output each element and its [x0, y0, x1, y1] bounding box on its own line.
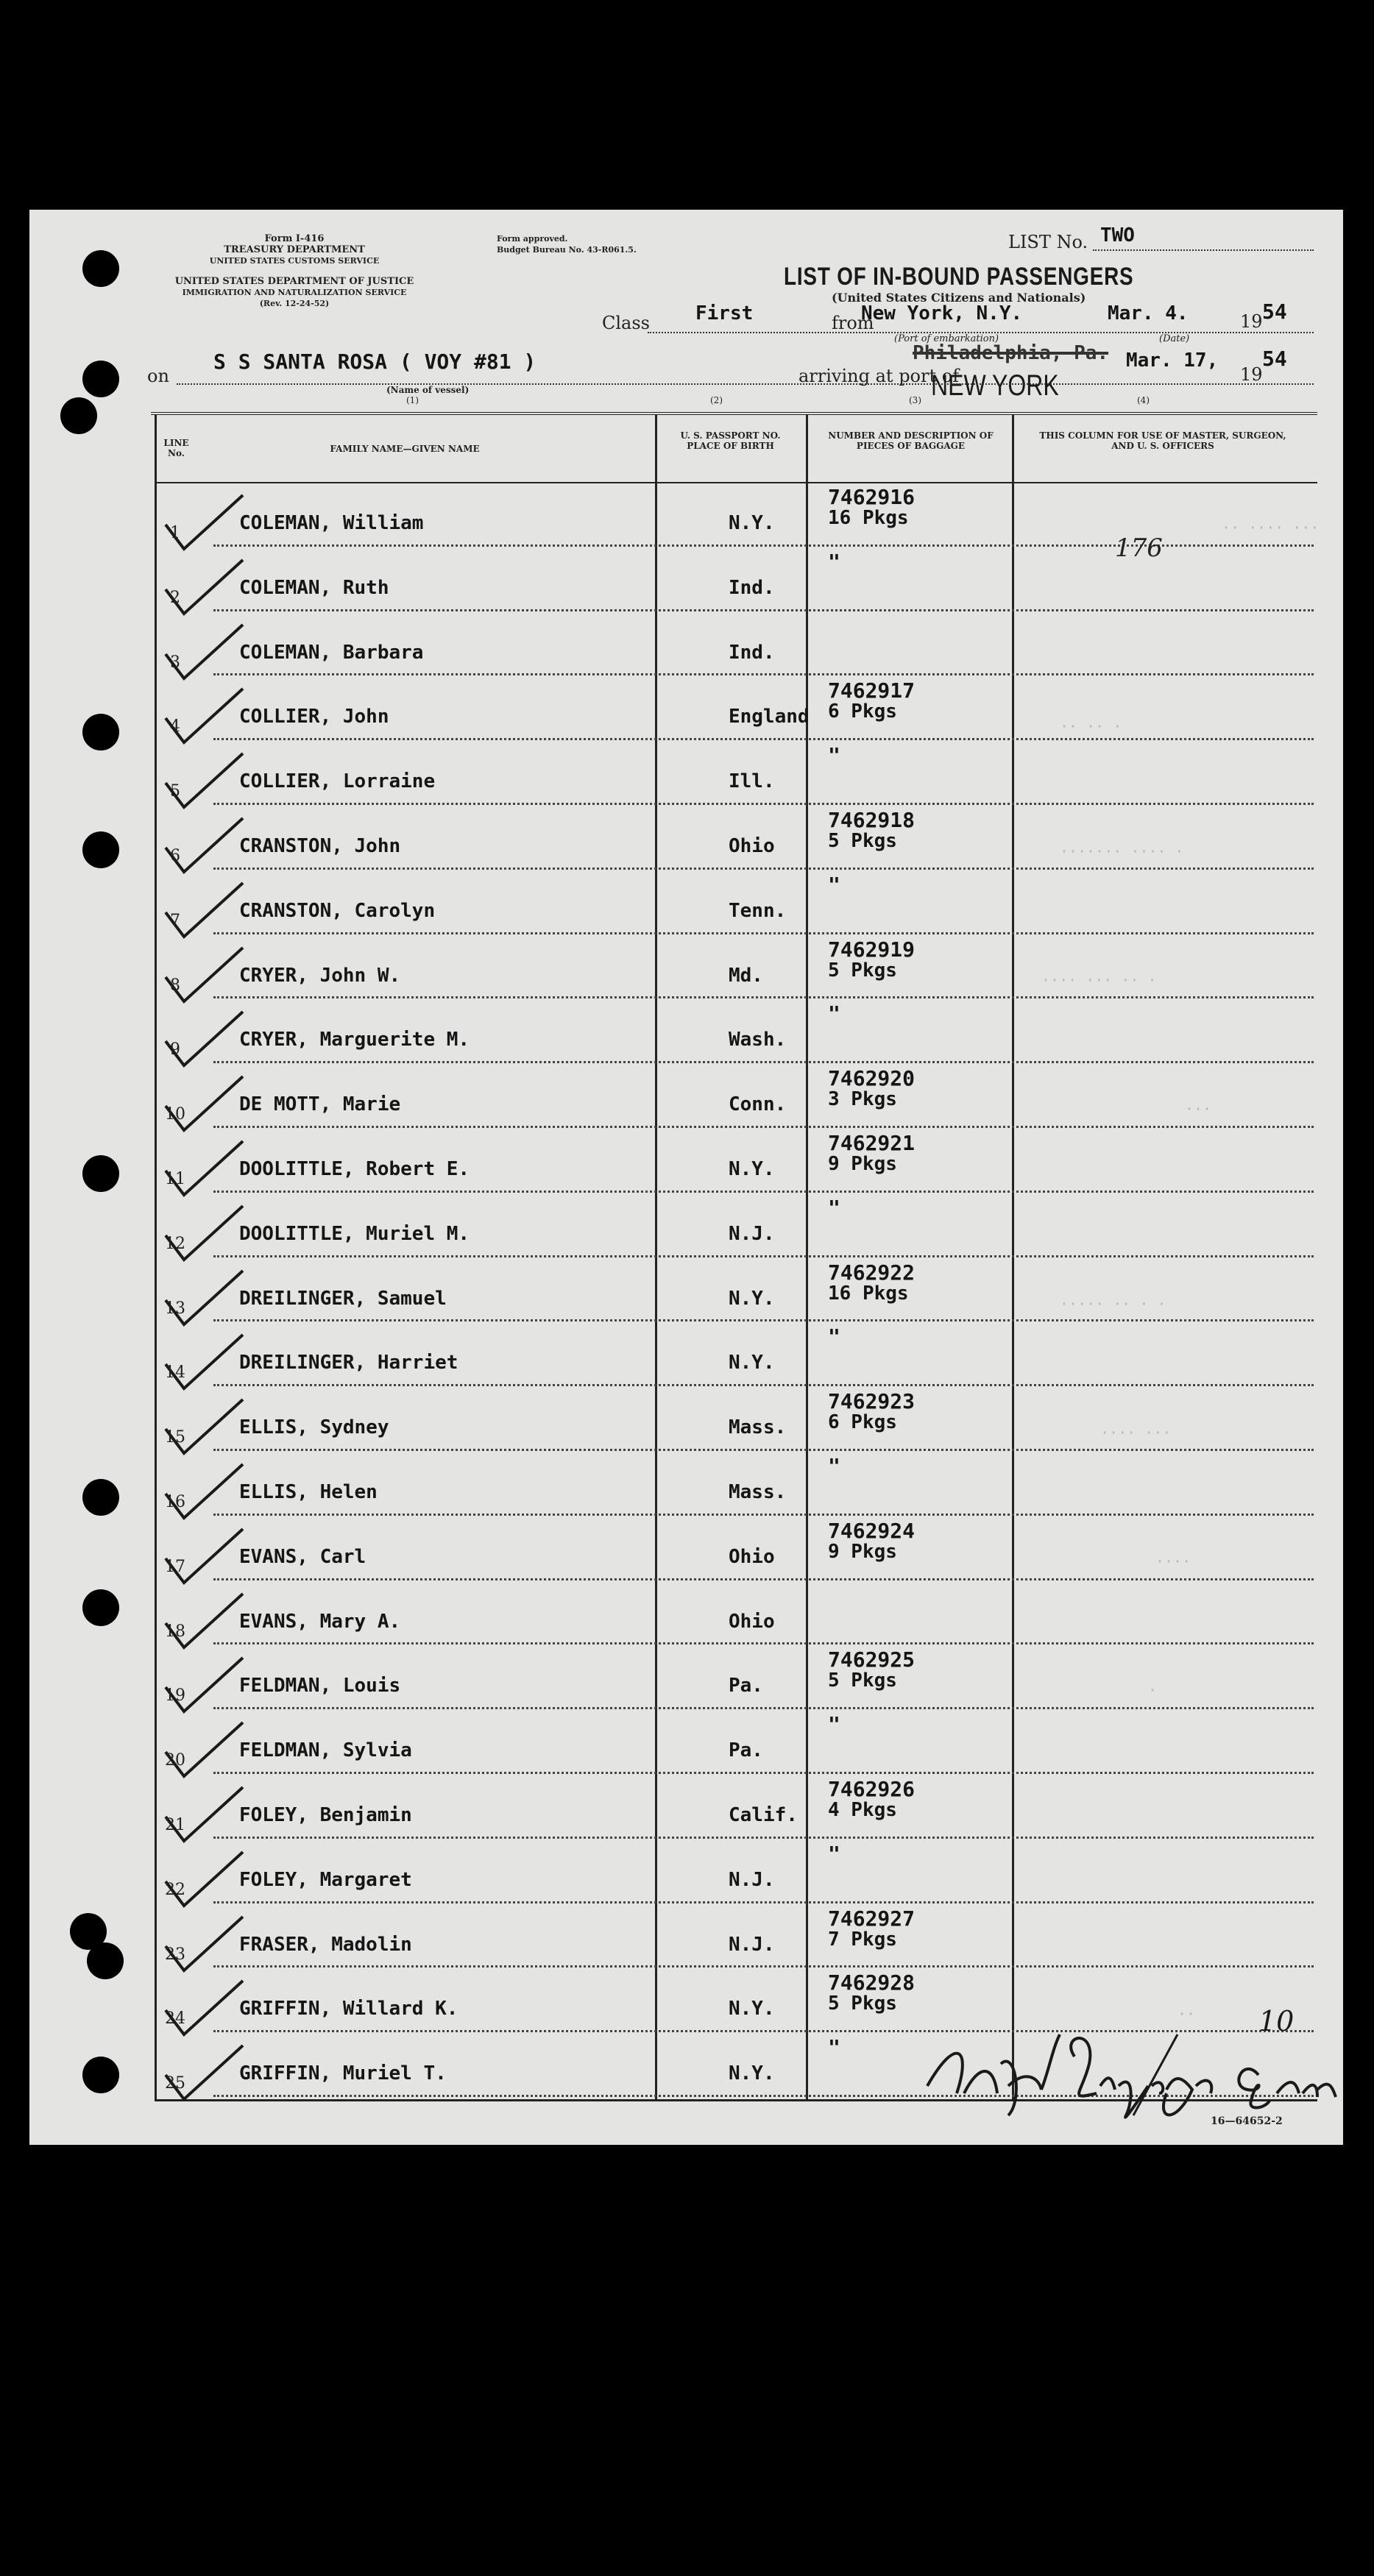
- arrival-stamp: NEW YORK: [931, 369, 1059, 402]
- date-caption: (Date): [1159, 333, 1190, 344]
- baggage-number: 7462922: [828, 1260, 916, 1285]
- row1-note: 176: [1115, 533, 1163, 563]
- passenger-name: CRYER, John W.: [239, 964, 401, 987]
- from-value: New York, N.Y.: [861, 302, 1023, 324]
- passenger-name: EVANS, Mary A.: [239, 1610, 401, 1633]
- place-of-birth: England: [729, 706, 810, 728]
- signature-text: [949, 2079, 1013, 2087]
- vessel-name: S S SANTA ROSA ( VOY #81 ): [213, 350, 537, 374]
- passenger-name: FELDMAN, Sylvia: [239, 1739, 412, 1762]
- line-number: 6: [170, 847, 180, 865]
- line-number: 17: [165, 1557, 185, 1576]
- line-number: 12: [165, 1234, 185, 1253]
- baggage-pieces: 9 Pkgs: [828, 1540, 897, 1563]
- cap-4: (4): [1137, 395, 1150, 405]
- form-number: Form I-416: [264, 233, 325, 244]
- line-number: 24: [165, 2009, 185, 2029]
- baggage-number: 7462927: [828, 1906, 916, 1931]
- passenger-name: GRIFFIN, Muriel T.: [239, 2062, 447, 2085]
- baggage-number: 7462925: [828, 1647, 916, 1672]
- punch-hole: [87, 1942, 124, 1979]
- table-left-border: [155, 414, 157, 2101]
- place-of-birth: N.J.: [729, 1868, 775, 1891]
- row-rule: [213, 1255, 1314, 1257]
- list-no-underline: [1093, 249, 1314, 251]
- baggage-pieces: 16 Pkgs: [828, 1282, 909, 1305]
- line-number: 16: [165, 1493, 185, 1511]
- page-subtitle: (United States Citizens and Nationals): [832, 291, 1086, 305]
- row-rule: [213, 996, 1314, 998]
- passenger-name: EVANS, Carl: [239, 1545, 366, 1568]
- place-of-birth: Tenn.: [729, 899, 787, 922]
- faint-mark: ···· ··· ·· ·: [1041, 971, 1157, 989]
- signature-time: 10: [1258, 2005, 1295, 2037]
- manifest-page: [29, 210, 1343, 2145]
- faint-mark: ······· ···· ·: [1060, 842, 1184, 860]
- line-number: 23: [165, 1945, 185, 1964]
- col-head-baggage: NUMBER AND DESCRIPTION OF PIECES OF BAGGAGE: [828, 430, 994, 451]
- faint-mark: ····· ·· · ·: [1060, 1295, 1166, 1313]
- row-rule: [213, 1578, 1314, 1580]
- baggage-pieces: 16 Pkgs: [828, 507, 909, 529]
- row-rule: [213, 1901, 1314, 1903]
- place-of-birth: Wash.: [729, 1029, 787, 1051]
- line-number: 18: [165, 1622, 185, 1641]
- passenger-name: DOOLITTLE, Robert E.: [239, 1158, 470, 1180]
- arrival-year: 54: [1262, 347, 1287, 371]
- form-approved: Form approved.: [497, 234, 568, 244]
- passenger-name: COLLIER, Lorraine: [239, 770, 436, 793]
- line-number: 4: [170, 717, 180, 737]
- place-of-birth: N.Y.: [729, 2062, 775, 2085]
- baggage-pieces: 6 Pkgs: [828, 1411, 897, 1434]
- place-of-birth: N.Y.: [729, 1158, 775, 1180]
- page-title: LIST OF IN-BOUND PASSENGERS: [784, 263, 1134, 291]
- passenger-name: DREILINGER, Harriet: [239, 1352, 458, 1374]
- year-prefix: 19: [1240, 311, 1263, 332]
- baggage-number: ": [828, 1454, 840, 1478]
- punch-hole: [60, 397, 97, 434]
- from-label: from: [832, 313, 874, 333]
- baggage-number: 7462924: [828, 1518, 916, 1543]
- line-number: 7: [170, 911, 180, 930]
- faint-mark: ··: [1178, 2005, 1196, 2023]
- passenger-name: ELLIS, Helen: [239, 1481, 378, 1503]
- line-number: 21: [165, 1816, 185, 1834]
- row-rule: [213, 1319, 1314, 1321]
- place-of-birth: Md.: [729, 964, 763, 987]
- baggage-number: ": [828, 872, 840, 897]
- baggage-pieces: 4 Pkgs: [828, 1799, 897, 1821]
- baggage-pieces: 7 Pkgs: [828, 1928, 897, 1951]
- vessel-caption: (Name of vessel): [386, 385, 470, 395]
- baggage-number: 7462917: [828, 678, 916, 703]
- list-no-label: LIST No.: [1008, 232, 1088, 252]
- row-rule: [213, 673, 1314, 675]
- faint-mark: ·· ·· ·: [1060, 717, 1122, 735]
- line-number: 14: [165, 1363, 185, 1383]
- line-number: 25: [165, 2074, 185, 2093]
- baggage-pieces: 3 Pkgs: [828, 1088, 897, 1111]
- punch-hole: [82, 1479, 119, 1516]
- cap-3: (3): [909, 395, 921, 405]
- place-of-birth: Ind.: [729, 576, 775, 599]
- row-rule: [213, 867, 1314, 870]
- line-number: 8: [170, 976, 180, 995]
- arriving-label: arriving at port of: [798, 366, 960, 386]
- row-rule: [213, 738, 1314, 740]
- row-rule: [213, 609, 1314, 611]
- punch-hole: [82, 2057, 119, 2093]
- baggage-pieces: 5 Pkgs: [828, 830, 897, 852]
- baggage-number: ": [828, 1324, 840, 1349]
- faint-mark: ···: [1185, 1100, 1212, 1118]
- dept-customs: UNITED STATES CUSTOMS SERVICE: [209, 256, 380, 266]
- baggage-number: ": [828, 743, 840, 768]
- passenger-name: DREILINGER, Samuel: [239, 1287, 447, 1310]
- footer-code: 16—64652-2: [1211, 2115, 1283, 2127]
- place-of-birth: N.Y.: [729, 512, 775, 534]
- place-of-birth: N.Y.: [729, 1352, 775, 1374]
- line-number: 5: [170, 782, 180, 801]
- passenger-name: FOLEY, Benjamin: [239, 1804, 412, 1826]
- col-divider: [655, 414, 657, 2101]
- line-number: 19: [165, 1686, 185, 1706]
- baggage-number: 7462918: [828, 808, 916, 832]
- arrival-port-struck: Philadelphia, Pa.: [913, 342, 1109, 364]
- passenger-name: ELLIS, Sydney: [239, 1416, 389, 1439]
- depart-date: Mar. 4.: [1108, 302, 1189, 324]
- place-of-birth: Ohio: [729, 1545, 775, 1568]
- faint-mark: ·· ···· ···: [1222, 519, 1320, 536]
- col-divider: [1012, 414, 1014, 2101]
- row-rule: [213, 1837, 1314, 1839]
- punch-hole: [82, 1589, 119, 1626]
- place-of-birth: Ohio: [729, 835, 775, 857]
- passenger-name: CRANSTON, Carolyn: [239, 899, 436, 922]
- row-rule: [213, 1061, 1314, 1063]
- place-of-birth: Pa.: [729, 1675, 763, 1697]
- punch-hole: [82, 714, 119, 751]
- place-of-birth: Ill.: [729, 770, 775, 793]
- baggage-pieces: 9 Pkgs: [828, 1153, 897, 1175]
- punch-hole: [82, 831, 119, 868]
- cap-2: (2): [710, 395, 723, 405]
- place-of-birth: N.Y.: [729, 1998, 775, 2020]
- place-of-birth: Conn.: [729, 1093, 787, 1116]
- passenger-name: DE MOTT, Marie: [239, 1093, 401, 1116]
- form-revision: (Rev. 12-24-52): [259, 299, 330, 308]
- list-no-value: TWO: [1100, 224, 1135, 246]
- cap-1: (1): [406, 395, 419, 405]
- punch-hole: [82, 1155, 119, 1192]
- row-rule: [213, 1707, 1314, 1709]
- place-of-birth: N.Y.: [729, 1287, 775, 1310]
- col-divider: [806, 414, 808, 2101]
- place-of-birth: Calif.: [729, 1804, 798, 1826]
- arrival-date: Mar. 17,: [1126, 350, 1219, 372]
- line-number: 20: [165, 1751, 185, 1770]
- baggage-number: ": [828, 1001, 840, 1026]
- faint-mark: ·: [1148, 1681, 1158, 1699]
- passenger-name: COLLIER, John: [239, 706, 389, 728]
- class-label: Class: [602, 313, 650, 333]
- row-rule: [213, 1642, 1314, 1644]
- header-bottom-rule: [155, 482, 1317, 483]
- vessel-underline: [177, 383, 1314, 385]
- place-of-birth: Mass.: [729, 1481, 787, 1503]
- baggage-number: ": [828, 1195, 840, 1220]
- place-of-birth: Mass.: [729, 1416, 787, 1439]
- col-head-name: FAMILY NAME—GIVEN NAME: [330, 444, 480, 454]
- faint-mark: ···· ···: [1100, 1424, 1172, 1441]
- baggage-number: ": [828, 549, 840, 574]
- passenger-name: FELDMAN, Louis: [239, 1675, 401, 1697]
- year-value: 54: [1262, 299, 1287, 324]
- passenger-name: FOLEY, Margaret: [239, 1868, 412, 1891]
- passenger-name: COLEMAN, Ruth: [239, 576, 389, 599]
- line-number: 13: [165, 1299, 185, 1318]
- baggage-number: ": [828, 1712, 840, 1737]
- row-rule: [213, 932, 1314, 934]
- baggage-pieces: 6 Pkgs: [828, 700, 897, 723]
- row-rule: [213, 1514, 1314, 1516]
- passenger-name: GRIFFIN, Willard K.: [239, 1998, 458, 2020]
- baggage-number: 7462919: [828, 937, 916, 962]
- col-head-passport: U. S. PASSPORT NO. PLACE OF BIRTH: [680, 430, 781, 451]
- line-number: 10: [165, 1105, 185, 1124]
- arrival-year-prefix: 19: [1240, 364, 1263, 385]
- baggage-number: 7462926: [828, 1777, 916, 1801]
- class-value: First: [695, 302, 754, 324]
- baggage-number: 7462921: [828, 1131, 916, 1155]
- passenger-name: COLEMAN, William: [239, 512, 424, 534]
- baggage-number: ": [828, 2035, 840, 2060]
- place-of-birth: Ohio: [729, 1610, 775, 1633]
- line-number: 11: [165, 1170, 185, 1188]
- faint-mark: ····: [1155, 1553, 1191, 1570]
- col-head-officers: THIS COLUMN FOR USE OF MASTER, SURGEON, AND U. S. OFFICERS: [1039, 430, 1286, 451]
- line-number: 22: [165, 1880, 185, 1899]
- row-rule: [213, 1191, 1314, 1193]
- baggage-number: 7462923: [828, 1389, 916, 1414]
- passenger-name: COLEMAN, Barbara: [239, 641, 424, 664]
- place-of-birth: Pa.: [729, 1739, 763, 1762]
- baggage-number: 7462916: [828, 485, 916, 509]
- place-of-birth: Ind.: [729, 641, 775, 664]
- baggage-number: 7462920: [828, 1066, 916, 1091]
- line-number: 15: [165, 1428, 185, 1447]
- punch-hole: [82, 361, 119, 397]
- line-number: 3: [170, 653, 180, 672]
- baggage-pieces: 5 Pkgs: [828, 1993, 897, 2015]
- punch-hole: [82, 250, 119, 287]
- baggage-pieces: 5 Pkgs: [828, 1670, 897, 1692]
- dept-immigration: IMMIGRATION AND NATURALIZATION SERVICE: [182, 288, 407, 297]
- row-rule: [213, 1449, 1314, 1451]
- table-top-rule: [151, 412, 1317, 415]
- row-rule: [213, 1384, 1314, 1386]
- dept-treasury: TREASURY DEPARTMENT: [224, 244, 365, 255]
- line-number: 2: [170, 588, 180, 607]
- row-rule: [213, 803, 1314, 805]
- passenger-name: CRANSTON, John: [239, 835, 401, 857]
- row-rule: [213, 1965, 1314, 1968]
- baggage-number: ": [828, 1841, 840, 1866]
- baggage-pieces: 5 Pkgs: [828, 959, 897, 982]
- budget-bureau: Budget Bureau No. 43-R061.5.: [497, 245, 637, 255]
- place-of-birth: N.J.: [729, 1933, 775, 1956]
- row-rule: [213, 1126, 1314, 1128]
- baggage-number: 7462928: [828, 1970, 916, 1995]
- on-label: on: [147, 366, 169, 386]
- passenger-name: FRASER, Madolin: [239, 1933, 412, 1956]
- line-number: 9: [170, 1040, 180, 1060]
- passenger-name: DOOLITTLE, Muriel M.: [239, 1222, 470, 1245]
- line-number: 1: [170, 524, 180, 542]
- place-of-birth: N.J.: [729, 1222, 775, 1245]
- row-rule: [213, 1772, 1314, 1774]
- dept-justice: UNITED STATES DEPARTMENT OF JUSTICE: [174, 276, 414, 287]
- passenger-name: CRYER, Marguerite M.: [239, 1029, 470, 1051]
- col-head-line-no: LINE No.: [163, 438, 189, 458]
- embark-caption: (Port of embarkation): [894, 333, 999, 344]
